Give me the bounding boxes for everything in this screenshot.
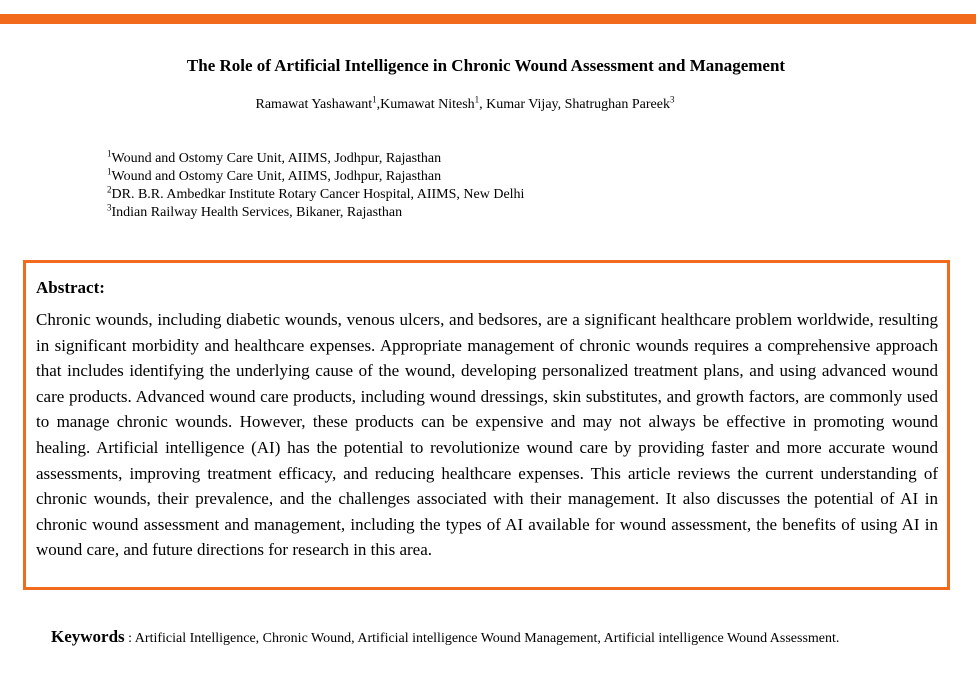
affiliation — [107, 168, 524, 186]
keywords-label: Keywords — [51, 627, 125, 646]
abstract-heading: Abstract: — [36, 278, 105, 297]
affiliation-text: Wound and Ostomy Care Unit, AIIMS, Jodhpur, Rajasthan — [111, 151, 442, 166]
affiliation-marker: 2 — [107, 184, 112, 195]
author-affil-marker: 1 — [474, 94, 480, 105]
keywords-text: Artificial Intelligence, Chronic Wound, Artificial intelligence Wound Management, Artificial intelligence Wound Assessment. — [134, 631, 840, 646]
keywords-section — [51, 628, 911, 648]
author-name: Ramawat Yashawant — [255, 97, 373, 112]
author-separator: , — [557, 97, 565, 112]
affiliation — [107, 204, 524, 222]
author-name: Kumawat Nitesh — [380, 97, 475, 112]
affiliation-text: DR. B.R. Ambedkar Institute Rotary Cancer Hospital, AIIMS, New Delhi — [111, 187, 525, 202]
author-separator: , — [376, 97, 381, 112]
affiliation-marker: 1 — [107, 166, 112, 177]
author-separator: , — [479, 97, 487, 112]
author-name: Kumar Vijay — [486, 97, 558, 112]
abstract-text: Chronic wounds, including diabetic wounds, venous ulcers, and bedsores, are a significant healthcare problem worldwide, resulting in significant morbidity and healthcare expenses. Appropriate management of chronic wounds requires a comprehensive approach that includes identifying the underlying cause of the wound, developing personalized treatment plans, and using advanced wound care products. Advanced wound care products, including wound dressings, skin substitutes, and growth factors, are commonly used to manage chronic wounds. However, these products can be expensive and may not always be effective in promoting wound healing. Artificial intelligence (AI) has the potential to revolutionize wound care by providing faster and more accurate wound assessments, improving treatment efficacy, and reducing healthcare expenses. This article reviews the current understanding of chronic wounds, their prevalence, and the challenges associated with their management. It also discusses the potential of AI in chronic wound assessment and management, including the types of AI available for wound assessment, the benefits of using AI in wound care, and future directions for research in this area. — [36, 310, 938, 560]
affiliation — [107, 186, 524, 204]
author-name: Shatrughan Pareek — [564, 97, 670, 112]
author-affil-marker: 1 — [372, 94, 377, 105]
keywords-separator: : — [124, 631, 135, 646]
top-accent-bar — [0, 14, 976, 24]
affiliation-marker: 3 — [107, 202, 112, 213]
author-affil-marker: 3 — [669, 94, 675, 105]
paper-title: The Role of Artificial Intelligence in Chronic Wound Assessment and Management — [186, 56, 786, 75]
affiliation-text: Indian Railway Health Services, Bikaner, Rajasthan — [111, 205, 403, 220]
affiliation-list — [107, 150, 524, 222]
affiliation — [107, 150, 524, 168]
affiliation-text: Wound and Ostomy Care Unit, AIIMS, Jodhpur, Rajasthan — [111, 169, 442, 184]
author-list — [0, 94, 930, 113]
affiliation-marker: 1 — [107, 148, 112, 159]
